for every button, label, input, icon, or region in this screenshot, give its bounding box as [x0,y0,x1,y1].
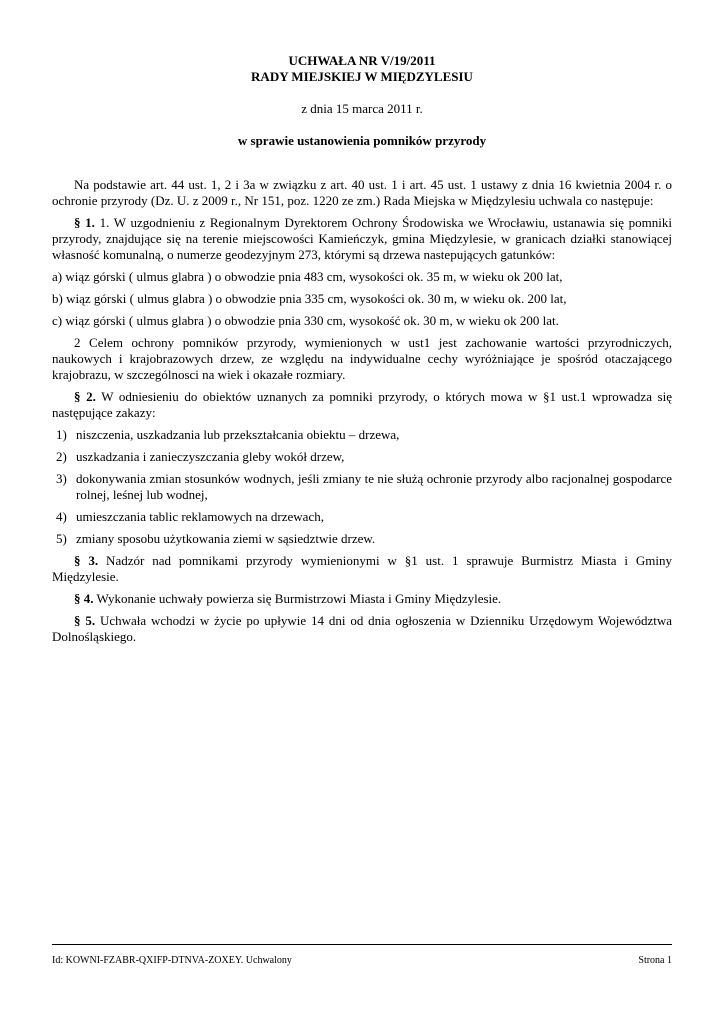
tree-item-c: c) wiąz górski ( ulmus glabra ) o obwodzie pnia 330 cm, wysokość ok. 30 m, w wieku ok 200 lat. [52,313,559,328]
resolution-body [52,177,672,651]
section-1-text: 1. W uzgodnieniu z Regionalnym Dyrektorem Ochrony Środowiska we Wrocławiu, ustanawia się pomniki przyrody, znajdujące się na terenie miejscowości Kamieńczyk, gmina Międzylesie, w granicach działki stanowiącej własność komunalną, o numerze geodezyjnym 273, którymi są drzewa nastepujących gatunków: [52,215,673,262]
ban-text: umieszczania tablic reklamowych na drzewach, [76,509,324,524]
ban-text: niszczenia, uszkadzania lub przekształcania obiektu – drzewa, [76,427,400,442]
tree-item-b: b) wiąz górski ( ulmus glabra ) o obwodzie pnia 335 cm, wysokości ok. 30 m, w wieku ok. 200 lat, [52,291,567,306]
section-1-point-2: 2 Celem ochrony pomników przyrody, wymienionych w ust1 jest zachowanie wartości przyrodniczych, naukowych i krajobrazowych drzew, ze względu na indywidualne cechy wyróżniające je spośród otaczającego krajobrazu, w szczególnosci na wiek i okazałe rozmiary. [52,335,672,382]
section-1-label: § 1. [74,215,95,230]
section-2-paragraph [52,389,672,421]
ban-text: zmiany sposobu użytkowania ziemi w sąsiedztwie drzew. [76,531,376,546]
ban-item [52,471,672,503]
ban-number: 1) [56,427,67,442]
section-3-label: § 3. [74,553,99,568]
section-2-text: W odniesieniu do obiektów uznanych za pomniki przyrody, o których mowa w §1 ust.1 wprowadza się następujące zakazy: [52,389,672,420]
section-2-label: § 2. [74,389,96,404]
preamble: Na podstawie art. 44 ust. 1, 2 i 3a w związku z art. 40 ust. 1 i art. 45 ust. 1 ustawy z dnia 16 kwietnia 2004 r. o ochronie przyrody (Dz. U. z 2009 r., Nr 151, poz. 1220 ze zm.) Rada Miejska w Międzylesiu uchwala co następuje: [52,177,672,208]
document-id: Id: KOWNI-FZABR-QXIFP-DTNVA-ZOXEY. Uchwalony [52,955,292,966]
section-3-text: Nadzór nad pomnikami przyrody wymienionymi w §1 ust. 1 sprawuje Burmistrz Miasta i Gminy Międzylesie. [52,553,672,584]
section-4-paragraph [52,591,672,607]
ban-number: 5) [56,531,67,546]
ban-number: 2) [56,449,67,464]
ban-item [52,427,672,443]
ban-item [52,531,672,547]
section-5-label: § 5. [74,613,96,628]
ban-item [52,509,672,525]
section-3-paragraph [52,553,672,585]
section-5-text: Uchwała wchodzi w życie po upływie 14 dni od dnia ogłoszenia w Dzienniku Urzędowym Województwa Dolnośląskiego. [52,613,673,644]
resolution-title: UCHWAŁA NR V/19/2011 [288,53,436,68]
resolution-date: z dnia 15 marca 2011 r. [301,101,423,116]
section-5-paragraph [52,613,672,645]
section-4-label: § 4. [74,591,94,606]
ban-number: 3) [56,471,67,486]
ban-item [52,449,672,465]
page-number: Strona 1 [638,955,672,966]
section-1-paragraph [52,215,672,263]
footer-divider [52,944,672,945]
ban-text: uszkadzania i zanieczyszczania gleby wokół drzew, [76,449,345,464]
council-name: RADY MIEJSKIEJ W MIĘDZYLESIU [251,69,473,84]
tree-item-a: a) wiąz górski ( ulmus glabra ) o obwodzie pnia 483 cm, wysokości ok. 35 m, w wieku ok 200 lat, [52,269,563,284]
resolution-subject: w sprawie ustanowienia pomników przyrody [237,133,487,148]
ban-text: dokonywania zmian stosunków wodnych, jeśli zmiany te nie służą ochronie przyrody albo racjonalnej gospodarce rolnej, leśnej lub wodnej, [76,471,672,502]
section-4-text: Wykonanie uchwały powierza się Burmistrzowi Miasta i Gminy Międzylesie. [93,591,502,606]
ban-number: 4) [56,509,67,524]
